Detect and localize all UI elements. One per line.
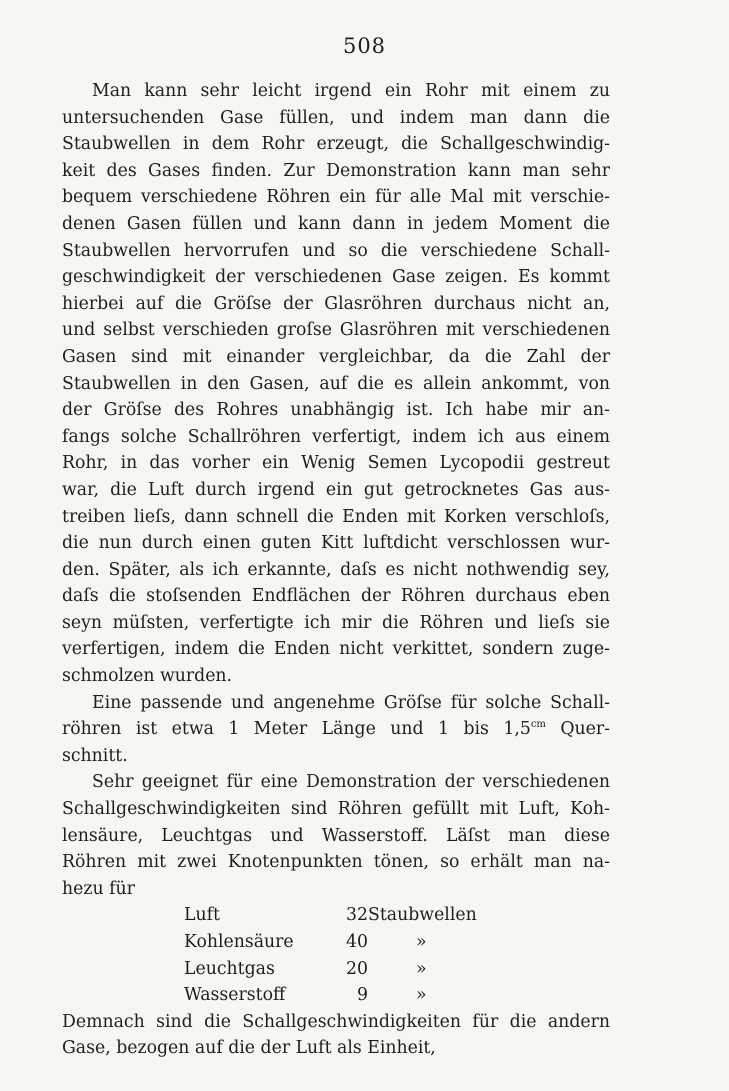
text-line: Rohr, in das vorher ein Wenig Semen Lycopodii gestreut: [62, 453, 610, 474]
unit-superscript: cm: [530, 719, 546, 731]
table-row: [184, 956, 576, 983]
text-line: keit des Gases finden. Zur Demonstration kann man sehr: [62, 160, 610, 181]
ditto-mark: »: [416, 985, 427, 1006]
paragraph-3: [62, 769, 610, 902]
text-line: daſs die stoſsenden Endflächen der Röhren durchaus eben: [62, 586, 610, 607]
text-line: Gase, bezogen auf die der Luft als Einheit,: [62, 1038, 436, 1059]
table-row: [184, 902, 576, 929]
text-line: und selbst verschieden groſse Glasröhren mit verschiedenen: [62, 320, 610, 341]
text-line: Man kann sehr leicht irgend ein Rohr mit einem zu: [92, 81, 610, 101]
text-line: die nun durch einen guten Kitt luftdicht verschlossen wur-: [62, 533, 610, 554]
text-line: [62, 716, 610, 743]
dust-waves-table: [184, 902, 576, 1008]
text-line: Staubwellen hervorrufen und so die verschiedene Schall-: [62, 240, 610, 261]
text-line: lensäure, Leuchtgas und Wasserstoff. Läſst man diese: [62, 825, 610, 846]
text-line: geschwindigkeit der verschiedenen Gase zeigen. Es kommt: [62, 267, 610, 288]
table-row: [184, 929, 576, 956]
gas-name: Kohlensäure: [184, 932, 294, 952]
page-body: [62, 78, 610, 1062]
page-number: 508: [342, 34, 387, 58]
text-line: hezu für: [62, 878, 135, 899]
text-line: hierbei auf die Gröſse der Glasröhren durchaus nicht an,: [62, 293, 610, 314]
text-line: Eine passende und angenehme Gröſse für solche Schall-: [92, 692, 610, 713]
ditto-mark: »: [416, 932, 427, 952]
wave-count: 20: [346, 958, 368, 979]
text-line: Sehr geeignet für eine Demonstration der verschiedenen: [92, 772, 610, 793]
text-line: bequem verschiedene Röhren ein für alle Mal mit verschie-: [62, 187, 610, 208]
unit-label: Staubwellen: [368, 905, 477, 926]
text-line: seyn müſsten, verfertigte ich mir die Röhren und lieſs sie: [62, 612, 610, 633]
text-span: röhren ist etwa 1 Meter Länge und 1 bis 1,5: [62, 719, 531, 740]
text-line: denen Gasen füllen und kann dann in jedem Moment die: [62, 213, 610, 234]
paragraph-4: [62, 1009, 610, 1062]
text-line: Gasen sind mit einander vergleichbar, da die Zahl der: [62, 346, 610, 367]
gas-name: Luft: [184, 905, 220, 926]
text-line: Demnach sind die Schallgeschwindigkeiten für die andern: [62, 1011, 610, 1032]
ditto-mark: »: [416, 958, 427, 979]
text-span: Quer-: [545, 719, 610, 740]
text-line: der Gröſse des Rohres unabhängig ist. Ich habe mir an-: [62, 400, 610, 421]
text-line: schnitt.: [62, 745, 128, 766]
text-line: schmolzen wurden.: [62, 666, 233, 687]
text-line: treiben lieſs, dann schnell die Enden mit Korken verschloſs,: [62, 506, 610, 527]
text-line: Röhren mit zwei Knotenpunkten tönen, so erhält man na-: [62, 852, 610, 873]
text-line: Staubwellen in dem Rohr erzeugt, die Schallgeschwindig-: [62, 134, 610, 155]
paragraph-1: [62, 78, 610, 690]
gas-name: Leuchtgas: [184, 958, 275, 979]
wave-count: 32: [346, 905, 368, 926]
text-line: den. Später, als ich erkannte, daſs es nicht nothwendig sey,: [62, 559, 610, 580]
paragraph-2: [62, 690, 610, 770]
text-line: Staubwellen in den Gasen, auf die es allein ankommt, von: [62, 373, 610, 394]
text-line: war, die Luft durch irgend ein gut getrocknetes Gas aus-: [62, 479, 610, 500]
table-row: [184, 982, 576, 1009]
wave-count: 9: [357, 985, 368, 1006]
gas-name: Wasserstoff: [184, 985, 286, 1006]
text-line: fangs solche Schallröhren verfertigt, indem ich aus einem: [62, 426, 610, 447]
text-line: untersuchenden Gase füllen, und indem man dann die: [62, 107, 610, 128]
text-line: verfertigen, indem die Enden nicht verkittet, sondern zuge-: [62, 639, 610, 660]
wave-count: 40: [346, 932, 368, 952]
text-line: Schallgeschwindigkeiten sind Röhren gefüllt mit Luft, Koh-: [62, 799, 610, 820]
